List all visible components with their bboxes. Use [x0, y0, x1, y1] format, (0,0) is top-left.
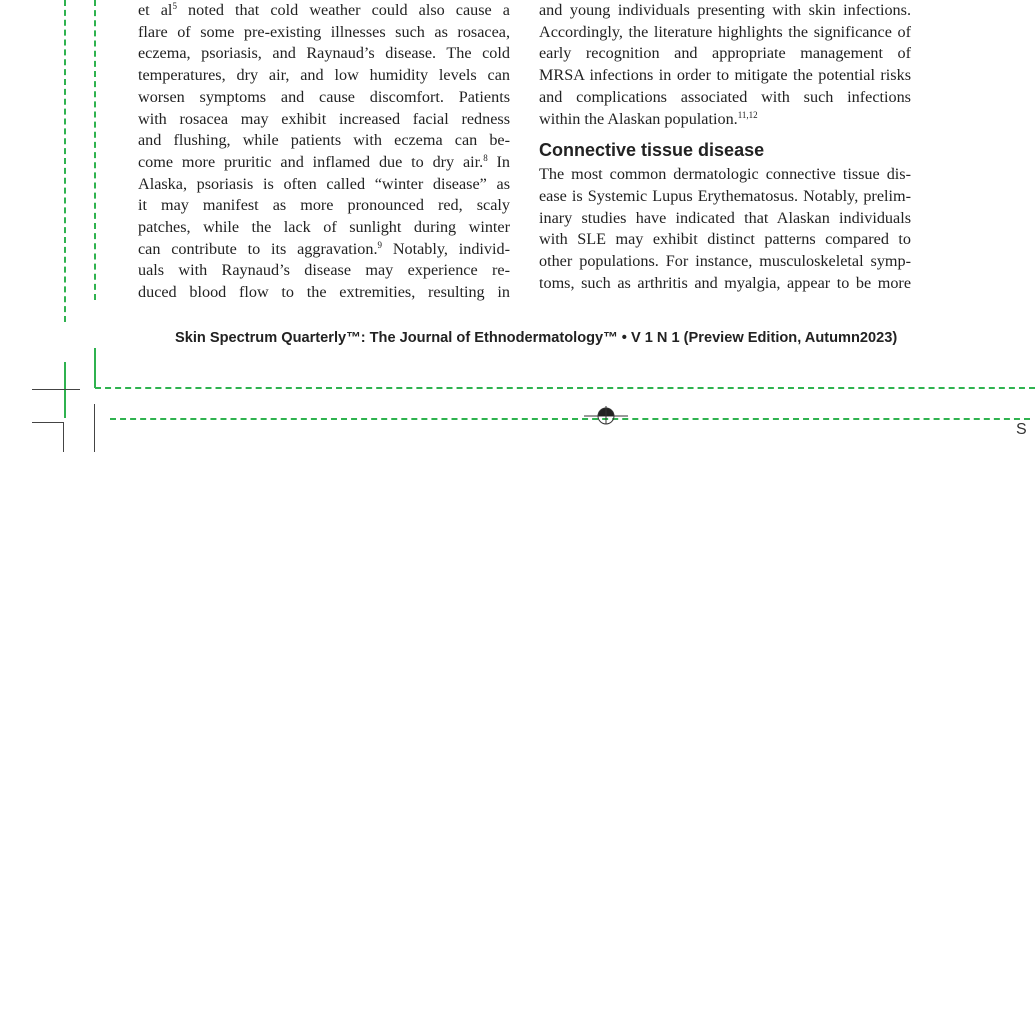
- line-text: worsen symptoms and cause discomfort. Patients: [138, 87, 510, 106]
- text-line: [138, 109, 510, 131]
- citation-superscript: 11,12: [737, 109, 758, 120]
- text-line: [539, 65, 911, 87]
- line-text: uals with Raynaud’s disease may experience re-: [138, 261, 510, 280]
- line-text: come more pruritic and inflamed due to dry air.: [138, 152, 484, 171]
- margin-guide-segment: [94, 348, 96, 388]
- text-line: [539, 273, 911, 295]
- text-line: [539, 229, 911, 251]
- section-heading: Connective tissue disease: [539, 140, 765, 161]
- citation-superscript: 5: [172, 1, 177, 11]
- line-text: and flushing, while patients with eczema can be-: [138, 131, 510, 150]
- text-line: [539, 43, 911, 65]
- text-line: [138, 217, 510, 239]
- line-text: Accordingly, the literature highlights the significance of: [539, 22, 911, 41]
- line-text: other populations. For instance, musculoskeletal symp-: [539, 252, 911, 271]
- text-line: [539, 0, 911, 22]
- line-text: MRSA infections in order to mitigate the potential risks: [539, 66, 911, 85]
- line-text: can contribute to its aggravation.: [138, 239, 378, 258]
- paragraph-connective-tissue: [539, 164, 911, 294]
- text-line: [138, 260, 510, 282]
- text-line: [138, 174, 510, 196]
- citation-superscript: 8: [483, 152, 488, 163]
- text-line: [138, 43, 510, 65]
- margin-guide-segment: [64, 362, 66, 418]
- line-text: and complications associated with such infections: [539, 87, 911, 106]
- crop-mark: [32, 422, 64, 423]
- line-text: inary studies have indicated that Alaskan individuals: [539, 208, 911, 227]
- text-line: [138, 65, 510, 87]
- citation-superscript: 9: [377, 239, 383, 250]
- line-text: flare of some pre-existing illnesses such as rosacea,: [138, 22, 510, 41]
- left-margin-guide: [64, 0, 66, 322]
- bottom-trim-guide: [95, 387, 1035, 389]
- crop-mark: [94, 404, 95, 452]
- text-line: [138, 282, 510, 304]
- left-text-column: [138, 0, 510, 304]
- paragraph-mrsa: [539, 0, 911, 130]
- line-text: with SLE may exhibit distinct patterns compared to: [539, 230, 911, 249]
- text-line: [138, 22, 510, 44]
- line-text: noted that cold weather could also cause a: [176, 1, 510, 19]
- right-text-column: [539, 0, 911, 294]
- text-line: [138, 130, 510, 152]
- line-text: patches, while the lack of sunlight during winter: [138, 218, 510, 237]
- text-line: [539, 109, 911, 131]
- text-line: [539, 208, 911, 230]
- line-text: and young individuals presenting with skin infections.: [539, 1, 911, 19]
- adjacent-page-edge-text: S: [1016, 421, 1027, 438]
- text-line: [539, 87, 911, 109]
- text-line: [138, 0, 510, 22]
- inner-margin-guide: [94, 0, 96, 300]
- crop-mark: [32, 389, 80, 390]
- registration-mark-icon: [584, 404, 628, 424]
- line-text: toms, such as arthritis and myalgia, appear to be more: [539, 273, 911, 292]
- text-line: [539, 164, 911, 186]
- text-line: [539, 251, 911, 273]
- line-text: eczema, psoriasis, and Raynaud’s disease. The cold: [138, 44, 510, 63]
- text-line: [138, 239, 510, 261]
- line-text: it may manifest as more pronounced red, scaly: [138, 196, 510, 215]
- line-text: In: [487, 152, 511, 171]
- line-text: with rosacea may exhibit increased facial redness: [138, 109, 510, 128]
- text-line: [539, 22, 911, 44]
- line-text: within the Alaskan population.: [539, 109, 738, 128]
- text-line: [138, 152, 510, 174]
- line-text: early recognition and appropriate management of: [539, 44, 911, 63]
- line-text: ease is Systemic Lupus Erythematosus. Notably, prelim-: [539, 186, 911, 205]
- text-line: [539, 186, 911, 208]
- running-footer: Skin Spectrum Quarterly™: The Journal of Ethnodermatology™ • V 1 N 1 (Preview Edition, Autumn2023): [175, 330, 898, 346]
- crop-mark: [63, 422, 64, 452]
- text-line: [138, 195, 510, 217]
- bottom-bleed-guide: [110, 418, 1030, 420]
- line-text: duced blood flow to the extremities, resulting in: [138, 283, 510, 302]
- line-text: Notably, individ-: [382, 239, 511, 258]
- line-text: temperatures, dry air, and low humidity levels can: [138, 66, 510, 85]
- line-text: The most common dermatologic connective tissue dis-: [539, 165, 911, 184]
- line-text: et al: [138, 1, 173, 19]
- text-line: [138, 87, 510, 109]
- line-text: Alaska, psoriasis is often called “winter disease” as: [138, 174, 510, 193]
